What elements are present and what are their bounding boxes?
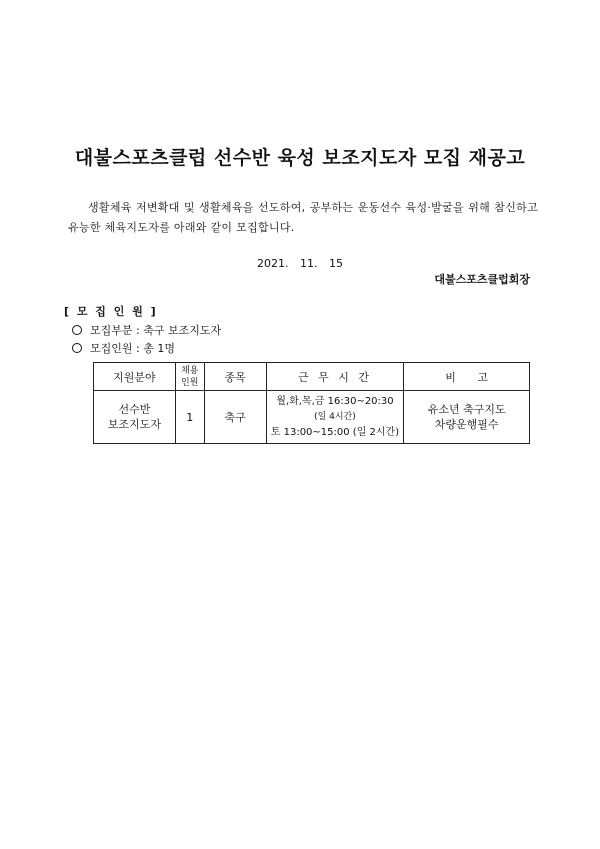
cell-hours <box>266 391 404 444</box>
cell-note-line1: 유소년 축구지도 <box>427 403 506 416</box>
section-heading: [ 모 집 인 원 ] <box>64 305 158 318</box>
cell-field-line2: 보조지도자 <box>107 418 161 431</box>
page-title: 대불스포츠클럽 선수반 육성 보조지도자 모집 재공고 <box>74 147 526 169</box>
header-count-line1: 채용 <box>181 365 199 376</box>
header-note: 비 고 <box>404 363 530 391</box>
header-hours: 근 무 시 간 <box>266 363 404 391</box>
bullet-text: 모집인원 : 총 1명 <box>90 342 175 355</box>
bullet-recruit-count <box>72 340 175 356</box>
circle-bullet-icon <box>72 343 82 353</box>
cell-sport: 축구 <box>204 391 266 444</box>
cell-hours-line3: 토 13:00~15:00 (일 2시간) <box>270 427 400 438</box>
notice-date: 2021. 11. 15 <box>257 257 343 270</box>
cell-field-line1: 선수반 <box>118 403 151 416</box>
circle-bullet-icon <box>72 325 82 335</box>
table-row <box>94 391 530 444</box>
cell-count: 1 <box>175 391 204 444</box>
header-count-line2: 인원 <box>181 377 199 388</box>
bullet-recruit-part <box>72 322 221 338</box>
organization-signature: 대불스포츠클럽회장 <box>434 273 530 286</box>
cell-hours-line2: (일 4시간) <box>314 412 356 422</box>
intro-paragraph: 생활체육 저변확대 및 생활체육을 선도하여, 공부하는 운동선수 육성·발굴을 위해 참신하고 유능한 체육지도자를 아래와 같이 모집합니다. <box>68 201 538 234</box>
header-sport: 종목 <box>204 363 266 391</box>
bullet-text: 모집부분 : 축구 보조지도자 <box>90 324 222 337</box>
header-count <box>175 363 204 391</box>
cell-field <box>94 391 176 444</box>
cell-note-line2: 차량운행필수 <box>434 418 499 431</box>
header-field: 지원분야 <box>94 363 176 391</box>
cell-hours-line1: 월,화,목,금 16:30~20:30 <box>276 396 394 407</box>
table-header-row <box>94 363 530 391</box>
cell-note <box>404 391 530 444</box>
recruitment-table <box>93 362 530 444</box>
